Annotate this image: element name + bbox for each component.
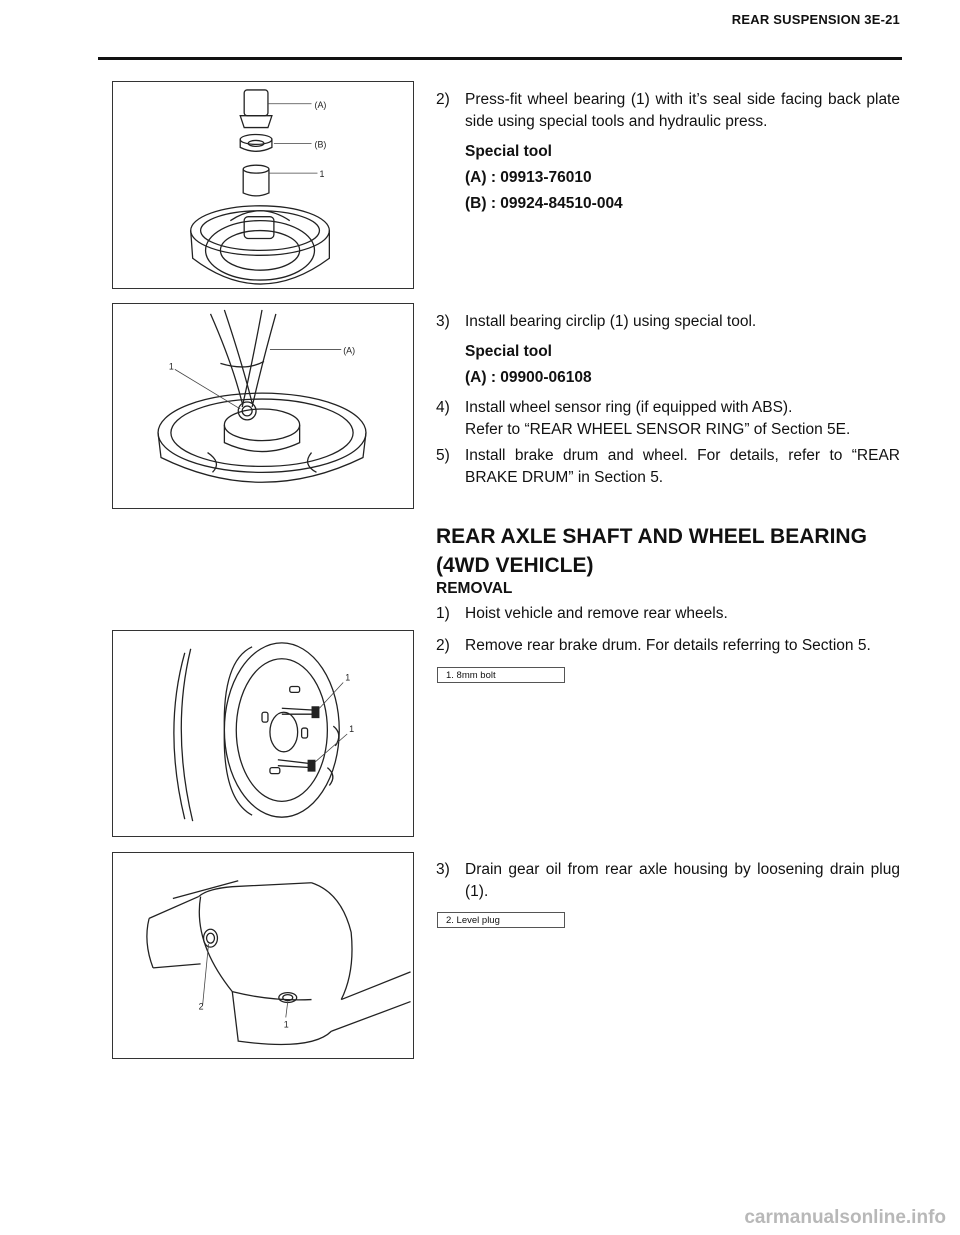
figure-brake-drum-illustration bbox=[113, 631, 413, 836]
step-number: 1) bbox=[436, 605, 450, 622]
figure3-label-1a: 1 bbox=[345, 672, 351, 683]
step-number: 5) bbox=[436, 447, 450, 464]
step-text: Install brake drum and wheel. For details, refer to “REAR BRAKE DRUM” in Section 5. bbox=[465, 447, 900, 486]
step-text: Press-fit wheel bearing (1) with it’s seal side facing back plate side using special tools and hydraulic press. bbox=[465, 91, 900, 130]
footer-watermark: carmanualsonline.info bbox=[744, 1207, 946, 1228]
step-number: 2) bbox=[436, 637, 450, 654]
figure-remove-brake-drum bbox=[112, 630, 414, 837]
special-tool-heading: Special tool bbox=[465, 343, 552, 360]
figure1-label-b: (B) bbox=[314, 139, 327, 150]
special-tool-a: (A) : 09900-06108 bbox=[465, 369, 592, 386]
page-header-title: REAR SUSPENSION 3E-21 bbox=[731, 12, 900, 27]
step-press-fit-bearing bbox=[436, 89, 900, 215]
legend-level-plug: 2. Level plug bbox=[437, 912, 565, 928]
step-number: 2) bbox=[436, 91, 450, 108]
special-tool-b: (B) : 09924-84510-004 bbox=[465, 195, 623, 212]
figure-press-fit-illustration bbox=[113, 82, 413, 288]
figure2-label-1: 1 bbox=[168, 361, 174, 372]
section-title-line1: REAR AXLE SHAFT AND WHEEL BEARING bbox=[436, 525, 867, 548]
figure1-label-1: 1 bbox=[319, 169, 325, 180]
step-text: Install bearing circlip (1) using special tool. bbox=[465, 313, 757, 330]
figure-install-circlip bbox=[112, 303, 414, 509]
legend-8mm-bolt: 1. 8mm bolt bbox=[437, 667, 565, 683]
steps-install-circlip bbox=[436, 311, 900, 489]
figure3-label-1b: 1 bbox=[349, 724, 355, 735]
step-text: Install wheel sensor ring (if equipped with ABS). bbox=[465, 399, 793, 416]
step-reference: Refer to “REAR WHEEL SENSOR RING” of Section 5E. bbox=[465, 421, 851, 438]
section-title bbox=[436, 522, 906, 580]
figure4-label-1: 1 bbox=[283, 1019, 289, 1030]
figure2-label-a: (A) bbox=[343, 345, 356, 356]
figure4-label-2: 2 bbox=[198, 1001, 204, 1012]
figure-press-fit-bearing bbox=[112, 81, 414, 289]
figure1-label-a: (A) bbox=[314, 99, 327, 110]
figure-circlip-illustration bbox=[113, 304, 413, 508]
step-text: Drain gear oil from rear axle housing by loosening drain plug (1). bbox=[465, 861, 900, 900]
step-number: 4) bbox=[436, 399, 450, 416]
header-rule bbox=[98, 57, 902, 60]
step-number: 3) bbox=[436, 313, 450, 330]
step-number: 3) bbox=[436, 861, 450, 878]
steps-removal bbox=[436, 603, 900, 657]
special-tool-a: (A) : 09913-76010 bbox=[465, 169, 592, 186]
figure-drain-gear-oil bbox=[112, 852, 414, 1059]
removal-heading: REMOVAL bbox=[436, 580, 513, 597]
step-text: Hoist vehicle and remove rear wheels. bbox=[465, 605, 728, 622]
figure-axle-housing-illustration bbox=[113, 853, 413, 1058]
step-drain-gear-oil bbox=[436, 859, 900, 903]
special-tool-heading: Special tool bbox=[465, 143, 552, 160]
step-text: Remove rear brake drum. For details referring to Section 5. bbox=[465, 637, 871, 654]
section-title-line2: (4WD VEHICLE) bbox=[436, 554, 594, 577]
